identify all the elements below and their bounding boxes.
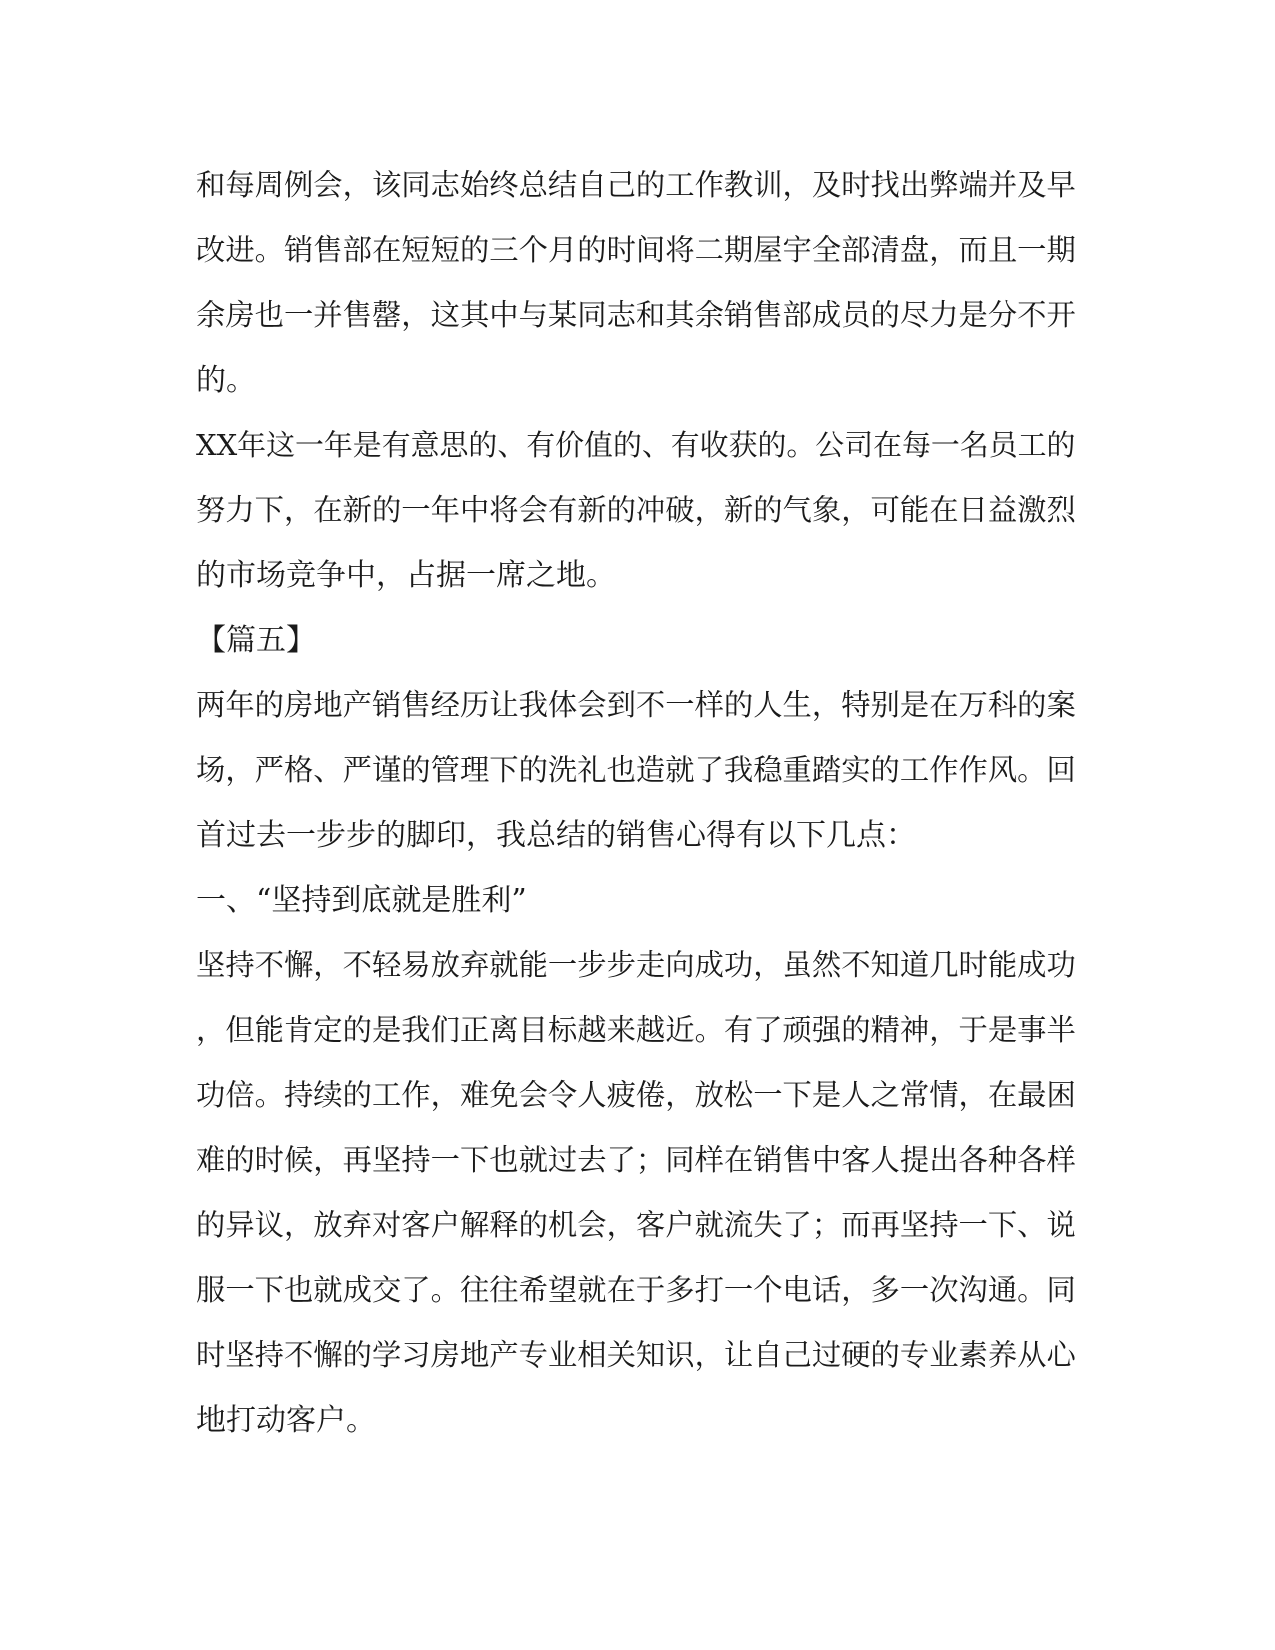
text-line: 努力下，在新的一年中将会有新的冲破，新的气象，可能在日益激烈 [196,493,1076,527]
text-line: 两年的房地产销售经历让我体会到不一样的人生，特别是在万科的案 [196,688,1076,722]
text-line: 余房也一并售罄，这其中与某同志和其余销售部成员的尽力是分不开 [196,298,1076,332]
text-line: 场，严格、严谨的管理下的洗礼也造就了我稳重踏实的工作作风。回 [196,753,1076,787]
subheading: 一、“坚持到底就是胜利” [196,883,527,918]
text-line: 首过去一步步的脚印，我总结的销售心得有以下几点： [196,818,916,853]
text-line: XX年这一年是有意思的、有价值的、有收获的。公司在每一名员工的 [196,428,1076,462]
text-line: 改进。销售部在短短的三个月的时间将二期屋宇全部清盘，而且一期 [196,233,1076,267]
text-line: ，但能肯定的是我们正离目标越来越近。有了顽强的精神，于是事半 [196,1013,1076,1047]
text-line: 和每周例会，该同志始终总结自己的工作教训，及时找出弊端并及早 [196,168,1076,202]
text-line: 功倍。持续的工作，难免会令人疲倦，放松一下是人之常情，在最困 [196,1078,1076,1112]
section-heading: 【篇五】 [196,623,316,658]
text-line: 地打动客户。 [196,1403,376,1438]
text-line: 的。 [196,363,256,398]
text-line: 难的时候，再坚持一下也就过去了；同样在销售中客人提出各种各样 [196,1143,1076,1177]
text-line: 的异议，放弃对客户解释的机会，客户就流失了；而再坚持一下、说 [196,1208,1076,1242]
text-line: 的市场竞争中，占据一席之地。 [196,558,616,593]
text-line: 坚持不懈，不轻易放弃就能一步步走向成功，虽然不知道几时能成功 [196,948,1076,982]
text-line: 时坚持不懈的学习房地产专业相关知识，让自己过硬的专业素养从心 [196,1338,1076,1372]
text-line: 服一下也就成交了。往往希望就在于多打一个电话，多一次沟通。同 [196,1273,1076,1307]
document-body [196,153,1076,1453]
